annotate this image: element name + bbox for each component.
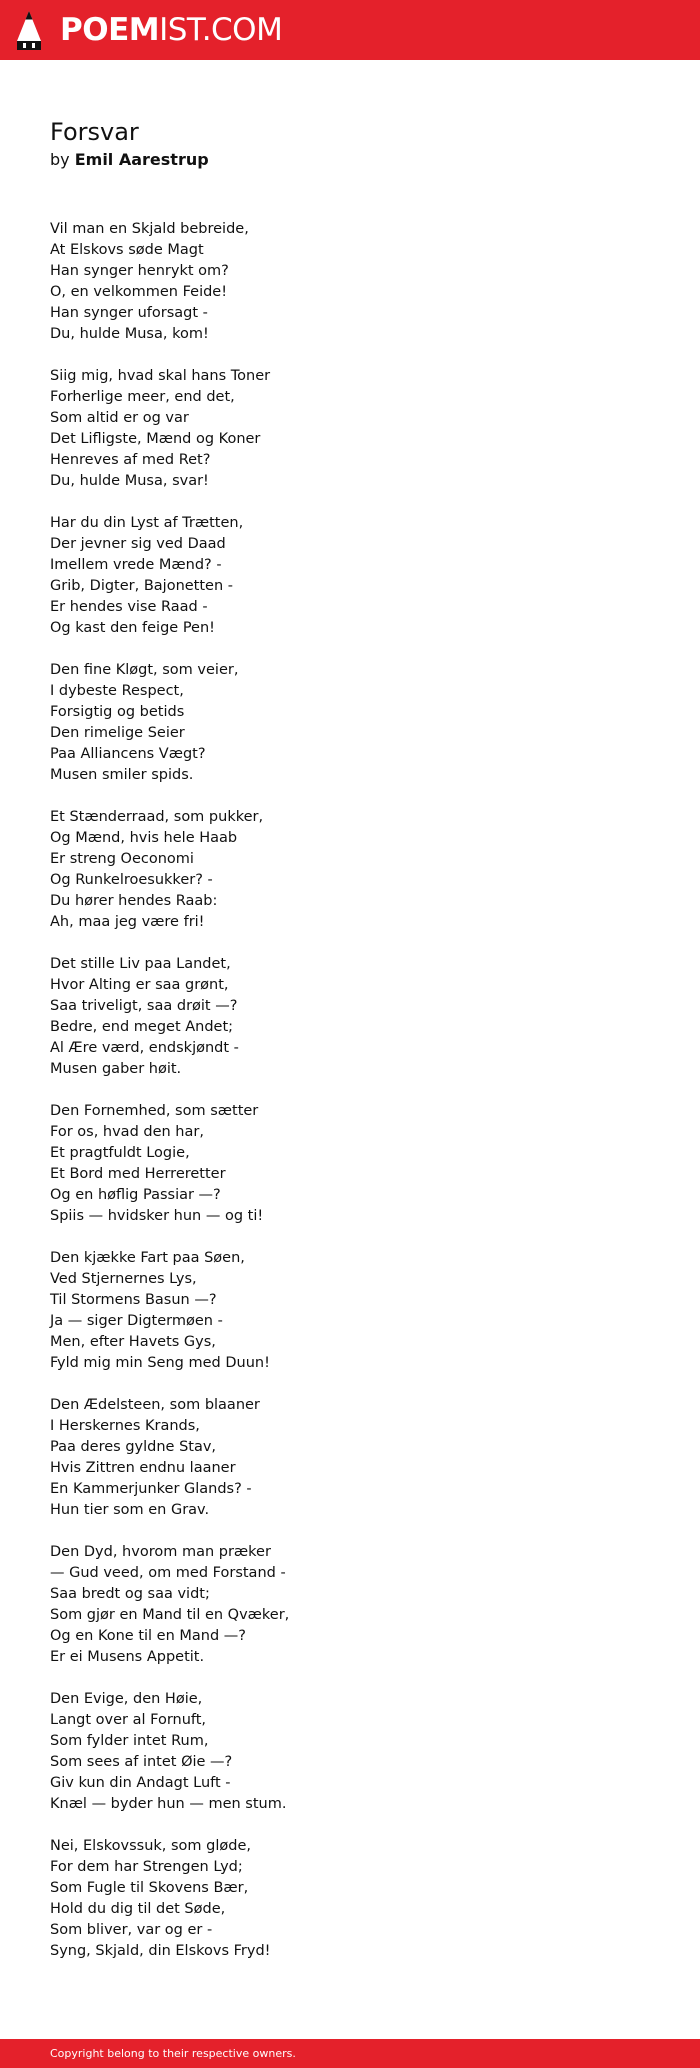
poem-line: Hvor Alting er saa grønt,	[50, 977, 229, 993]
poem-line: Et pragtfuldt Logie,	[50, 1145, 190, 1161]
poem-line: Som Fugle til Skovens Bær,	[50, 1880, 249, 1896]
poem-line: Giv kun din Andagt Luft -	[50, 1775, 231, 1791]
poem-line: Langt over al Fornuft,	[50, 1712, 207, 1728]
poem-line: Den fine Kløgt, som veier,	[50, 662, 239, 678]
poem-line: Forsigtig og betids	[50, 704, 185, 720]
poem-line: Og kast den feige Pen!	[50, 620, 215, 636]
poem-line: Musen smiler spids.	[50, 767, 194, 783]
by-label: by	[50, 150, 70, 169]
poem-line: Bedre, end meget Andet;	[50, 1019, 234, 1035]
poem-line: Hvis Zittren endnu laaner	[50, 1460, 236, 1476]
poem-line: Fyld mig min Seng med Duun!	[50, 1355, 270, 1371]
poem-line: Som gjør en Mand til en Qvæker,	[50, 1607, 290, 1623]
poem-line: Saa triveligt, saa drøit —?	[50, 998, 238, 1014]
poem-line: Den Evige, den Høie,	[50, 1691, 203, 1707]
logo-text-bold: POEM	[60, 11, 160, 48]
poem-line: Som sees af intet Øie —?	[50, 1754, 233, 1770]
poem-line: Som bliver, var og er -	[50, 1922, 213, 1938]
poem-line: Paa deres gyldne Stav,	[50, 1439, 217, 1455]
poem-line: I Herskernes Krands,	[50, 1418, 200, 1434]
poem-line: En Kammerjunker Glands? -	[50, 1481, 252, 1497]
poem-line: Den Dyd, hvorom man præker	[50, 1544, 271, 1560]
poem-line: Du hører hendes Raab:	[50, 893, 218, 909]
poem-line: Saa bredt og saa vidt;	[50, 1586, 210, 1602]
author-name: Emil Aarestrup	[74, 150, 209, 169]
poem-line: Der jevner sig ved Daad	[50, 536, 226, 552]
stanza	[50, 1542, 650, 1668]
poem-line: Som fylder intet Rum,	[50, 1733, 209, 1749]
poem-line: Et Stænderraad, som pukker,	[50, 809, 264, 825]
poem-line: Har du din Lyst af Trætten,	[50, 515, 244, 531]
poem-line: Og en Kone til en Mand —?	[50, 1628, 246, 1644]
poem-line: Og en høflig Passiar —?	[50, 1187, 221, 1203]
poem-line: Den kjække Fart paa Søen,	[50, 1250, 245, 1266]
poem-body	[50, 219, 650, 1983]
poem-line: Det Lifligste, Mænd og Koner	[50, 431, 261, 447]
poem-line: Er ei Musens Appetit.	[50, 1649, 205, 1665]
poem-line: Vil man en Skjald bebreide,	[50, 221, 249, 237]
poem-line: Du, hulde Musa, svar!	[50, 473, 209, 489]
poem-line: Han synger henrykt om?	[50, 263, 229, 279]
copyright-text: Copyright belong to their respective owners.	[50, 2047, 296, 2060]
poem-line: Forherlige meer, end det,	[50, 389, 235, 405]
poem-line: Og Mænd, hvis hele Haab	[50, 830, 238, 846]
poem-title: Forsvar	[50, 118, 139, 146]
poem-line: Det stille Liv paa Landet,	[50, 956, 231, 972]
poem-line: Men, efter Havets Gys,	[50, 1334, 216, 1350]
poem-line: O, en velkommen Feide!	[50, 284, 228, 300]
poem-line: Imellem vrede Mænd? -	[50, 557, 222, 573]
poem-line: Musen gaber høit.	[50, 1061, 182, 1077]
stanza	[50, 954, 650, 1080]
poem-line: Knæl — byder hun — men stum.	[50, 1796, 287, 1812]
stanza	[50, 219, 650, 345]
site-logo[interactable]	[16, 10, 282, 50]
poem-line: Hun tier som en Grav.	[50, 1502, 210, 1518]
stanza	[50, 1101, 650, 1227]
poem-line: For dem har Strengen Lyd;	[50, 1859, 243, 1875]
site-footer	[0, 2039, 700, 2068]
poem-line: Hold du dig til det Søde,	[50, 1901, 226, 1917]
poem-line: Grib, Digter, Bajonetten -	[50, 578, 233, 594]
site-header	[0, 0, 700, 60]
poem-line: Som altid er og var	[50, 410, 189, 426]
poem-line: Den rimelige Seier	[50, 725, 185, 741]
poem-line: Han synger uforsagt -	[50, 305, 208, 321]
poem-line: Den Fornemhed, som sætter	[50, 1103, 259, 1119]
stanza	[50, 1248, 650, 1374]
poem-line: Et Bord med Herreretter	[50, 1166, 226, 1182]
poem-line: Nei, Elskovssuk, som gløde,	[50, 1838, 252, 1854]
poem-line: Er streng Oeconomi	[50, 851, 194, 867]
stanza	[50, 1689, 650, 1815]
stanza	[50, 807, 650, 933]
poem-line: Siig mig, hvad skal hans Toner	[50, 368, 271, 384]
byline	[50, 149, 650, 171]
poem-line: Syng, Skjald, din Elskovs Fryd!	[50, 1943, 271, 1959]
stanza	[50, 366, 650, 492]
poem-line: — Gud veed, om med Forstand -	[50, 1565, 286, 1581]
logo-text	[60, 11, 283, 48]
poem-line: Henreves af med Ret?	[50, 452, 211, 468]
poem-line: Ah, maa jeg være fri!	[50, 914, 205, 930]
poem-line: Til Stormens Basun —?	[50, 1292, 217, 1308]
logo-text-light: IST.COM	[159, 11, 283, 48]
poem-line: Ved Stjernernes Lys,	[50, 1271, 197, 1287]
poem-line: Er hendes vise Raad -	[50, 599, 208, 615]
poem-line: Ja — siger Digtermøen -	[50, 1313, 223, 1329]
stanza	[50, 660, 650, 786]
stanza	[50, 513, 650, 639]
poem-line: Den Ædelsteen, som blaaner	[50, 1397, 260, 1413]
stanza	[50, 1836, 650, 1962]
poem-line: Paa Alliancens Vægt?	[50, 746, 206, 762]
poem-line: For os, hvad den har,	[50, 1124, 204, 1140]
poem-line: Al Ære værd, endskjøndt -	[50, 1040, 239, 1056]
poem-line: Du, hulde Musa, kom!	[50, 326, 209, 342]
stanza	[50, 1395, 650, 1521]
poem-line: Og Runkelroesukker? -	[50, 872, 213, 888]
pencil-icon	[16, 10, 42, 50]
poem-line: Spiis — hvidsker hun — og ti!	[50, 1208, 264, 1224]
poem-header	[50, 117, 650, 171]
poem-line: I dybeste Respect,	[50, 683, 184, 699]
poem-line: At Elskovs søde Magt	[50, 242, 204, 258]
